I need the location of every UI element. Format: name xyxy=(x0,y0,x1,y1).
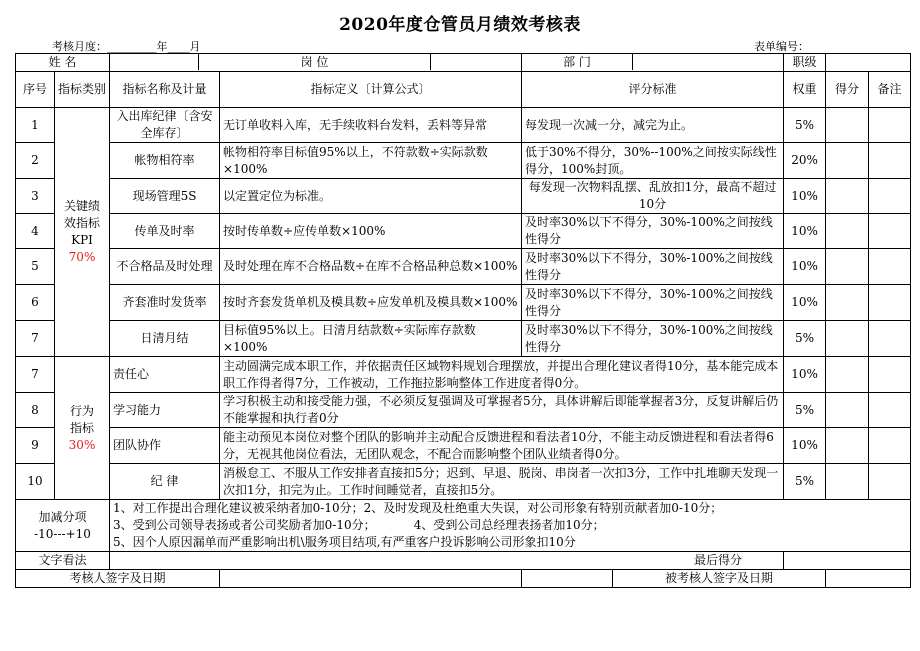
header-category: 指标类别 xyxy=(55,72,110,108)
row-weight: 20% xyxy=(784,143,826,179)
row-score[interactable] xyxy=(826,321,869,357)
row-score[interactable] xyxy=(826,428,869,464)
final-score-label: 最后得分 xyxy=(694,553,743,567)
row-note[interactable] xyxy=(869,464,911,500)
dept-value[interactable] xyxy=(632,54,783,70)
row-definition: 按时齐套发货单机及模具数÷应发单机及模具数×100% xyxy=(220,285,522,321)
header-weight: 权重 xyxy=(784,72,826,108)
row-name: 现场管理5S xyxy=(110,179,220,214)
name-label: 姓 名 xyxy=(16,54,110,72)
row-seq: 6 xyxy=(16,285,55,321)
row-definition: 消极怠工、不服从工作安排者直接扣5分；迟到、早退、脱岗、串岗者一次扣3分，工作中扎堆聊天发现一次扣1分，扣完为止。工作时间睡觉者，直接扣5分。 xyxy=(220,464,784,500)
post-label: 岗 位 xyxy=(300,55,329,69)
assessor-date-field[interactable] xyxy=(522,570,613,587)
text-opinion-label: 文字看法 xyxy=(16,552,110,570)
row-name: 入出库纪律〔含安全库存〕 xyxy=(110,108,220,143)
row-seq: 10 xyxy=(16,464,55,500)
assessment-table xyxy=(15,53,911,588)
row-definition: 目标值95%以上。日清月结款数÷实际库存款数×100% xyxy=(220,321,522,357)
post-value[interactable] xyxy=(430,54,521,70)
row-seq: 2 xyxy=(16,143,55,179)
row-name: 帐物相符率 xyxy=(110,143,220,179)
row-note[interactable] xyxy=(869,393,911,428)
bonus-rule: 1、对工作提出合理化建议被采纳者加0-10分；2、及时发现及杜绝重大失误，对公司形象有特别贡献者加0-10分； xyxy=(113,501,723,515)
row-name: 传单及时率 xyxy=(110,214,220,249)
row-note[interactable] xyxy=(869,143,911,179)
form-number: 表单编号： xyxy=(754,40,809,53)
row-score[interactable] xyxy=(826,214,869,249)
row-definition: 主动圆满完成本职工作，并依据责任区域物料规划合理摆放，并提出合理化建议者得10分，基本能完成本职工作得者得7分，工作被动，工作拖拉影响整体工作进度者得0分。 xyxy=(220,357,784,393)
table-row xyxy=(16,285,911,321)
behavior-category xyxy=(55,357,110,500)
row-name: 责任心 xyxy=(110,357,220,393)
row-weight: 10% xyxy=(784,249,826,285)
row-weight: 5% xyxy=(784,108,826,143)
row-weight: 10% xyxy=(784,179,826,214)
table-row xyxy=(16,249,911,285)
bonus-label-cell xyxy=(16,500,110,552)
row-name: 团队协作 xyxy=(110,428,220,464)
row-note[interactable] xyxy=(869,214,911,249)
header-score: 得分 xyxy=(826,72,869,108)
final-score-field[interactable] xyxy=(784,552,911,570)
row-weight: 10% xyxy=(784,428,826,464)
row-standard: 及时率30%以下不得分，30%-100%之间按线性得分 xyxy=(522,249,784,285)
row-seq: 4 xyxy=(16,214,55,249)
row-score[interactable] xyxy=(826,249,869,285)
bonus-range: -10---+10 xyxy=(34,526,91,541)
bonus-rules xyxy=(110,500,911,552)
bonus-rule: 3、受到公司领导表扬或者公司奖励者加0-10分； 4、受到公司总经理表扬者加10分； xyxy=(113,518,605,532)
assessor-sign-label: 考核人签字及日期 xyxy=(16,570,220,588)
table-row xyxy=(16,357,911,393)
grade-label: 职级 xyxy=(784,54,826,72)
dept-label: 部 门 xyxy=(563,55,591,69)
header-seq: 序号 xyxy=(16,72,55,108)
header-row xyxy=(16,72,911,108)
signature-row xyxy=(16,570,911,588)
row-score[interactable] xyxy=(826,179,869,214)
row-note[interactable] xyxy=(869,428,911,464)
behavior-category-weight: 30% xyxy=(68,437,96,452)
row-score[interactable] xyxy=(826,357,869,393)
info-row xyxy=(16,54,911,72)
row-name: 日清月结 xyxy=(110,321,220,357)
row-definition: 帐物相符率目标值95%以上，不符款数÷实际款数×100% xyxy=(220,143,522,179)
text-opinion-field[interactable] xyxy=(110,552,653,569)
row-name: 纪 律 xyxy=(110,464,220,500)
assessee-sign-label: 被考核人签字及日期 xyxy=(665,571,774,585)
row-standard: 每发现一次物料乱摆、乱放扣1分，最高不超过10分 xyxy=(522,179,784,214)
row-weight: 10% xyxy=(784,357,826,393)
assessment-period: 考核月度：_________年____月 xyxy=(52,40,201,53)
row-definition: 及时处理在库不合格品数÷在库不合格品种总数×100% xyxy=(220,249,522,285)
table-row xyxy=(16,143,911,179)
row-seq: 7 xyxy=(16,357,55,393)
table-row xyxy=(16,179,911,214)
row-weight: 5% xyxy=(784,393,826,428)
table-row xyxy=(16,393,911,428)
row-standard: 每发现一次减一分，减完为止。 xyxy=(522,108,784,143)
assessor-sign-field[interactable] xyxy=(220,570,521,587)
assessee-sign-field[interactable] xyxy=(826,570,911,588)
row-seq: 5 xyxy=(16,249,55,285)
grade-value[interactable] xyxy=(826,54,911,72)
header-note: 备注 xyxy=(869,72,911,108)
row-standard: 及时率30%以下不得分，30%-100%之间按线性得分 xyxy=(522,214,784,249)
row-weight: 5% xyxy=(784,464,826,500)
row-seq: 7 xyxy=(16,321,55,357)
table-row xyxy=(16,214,911,249)
row-standard: 及时率30%以下不得分，30%-100%之间按线性得分 xyxy=(522,285,784,321)
row-score[interactable] xyxy=(826,285,869,321)
row-note[interactable] xyxy=(869,249,911,285)
row-seq: 1 xyxy=(16,108,55,143)
row-name: 齐套准时发货率 xyxy=(110,285,220,321)
row-definition: 无订单收料入库，无手续收料台发料，丢料等异常 xyxy=(220,108,522,143)
row-score[interactable] xyxy=(826,108,869,143)
row-seq: 3 xyxy=(16,179,55,214)
row-note[interactable] xyxy=(869,357,911,393)
bonus-rule: 5、因个人原因漏单而严重影响出机\服务项目结项,有严重客户投诉影响公司形象扣10分 xyxy=(113,535,576,549)
form-title: 2020年度仓管员月绩效考核表 xyxy=(339,15,581,35)
table-row xyxy=(16,464,911,500)
kpi-category-label: 关键绩效指标KPI xyxy=(64,199,101,247)
header-definition: 指标定义〔计算公式〕 xyxy=(220,72,522,108)
row-definition: 以定置定位为标准。 xyxy=(220,179,522,214)
row-standard: 及时率30%以下不得分，30%-100%之间按线性得分 xyxy=(522,321,784,357)
row-name: 不合格品及时处理 xyxy=(110,249,220,285)
row-score[interactable] xyxy=(826,464,869,500)
row-weight: 10% xyxy=(784,214,826,249)
table-row xyxy=(16,321,911,357)
header-name: 指标名称及计量 xyxy=(110,72,220,108)
row-score[interactable] xyxy=(826,393,869,428)
table-row xyxy=(16,428,911,464)
row-weight: 10% xyxy=(784,285,826,321)
bonus-row xyxy=(16,500,911,552)
row-note[interactable] xyxy=(869,108,911,143)
row-note[interactable] xyxy=(869,321,911,357)
table-row xyxy=(16,108,911,143)
row-note[interactable] xyxy=(869,179,911,214)
row-note[interactable] xyxy=(869,285,911,321)
row-score[interactable] xyxy=(826,143,869,179)
opinion-row xyxy=(16,552,911,570)
row-definition: 能主动预见本岗位对整个团队的影响并主动配合反馈进程和看法者10分，不能主动反馈进程和看法者得6分，无视其他岗位看法，无团队观念，不配合而影响整个团队业绩者得0分。 xyxy=(220,428,784,464)
header-standard: 评分标准 xyxy=(522,72,784,108)
row-name: 学习能力 xyxy=(110,393,220,428)
bonus-label: 加减分项 xyxy=(38,509,87,524)
kpi-category-weight: 70% xyxy=(68,250,96,264)
row-seq: 9 xyxy=(16,428,55,464)
row-standard: 低于30%不得分，30%--100%之间按实际线性得分，100%封顶。 xyxy=(522,143,784,179)
behavior-category-label: 行为指标 xyxy=(70,403,95,435)
name-value[interactable] xyxy=(110,54,199,70)
row-weight: 5% xyxy=(784,321,826,357)
row-definition: 按时传单数÷应传单数×100% xyxy=(220,214,522,249)
row-definition: 学习积极主动和接受能力强，不必须反复强调及可掌握者5分，具体讲解后即能掌握者3分，反复讲解后仍不能掌握和执行者0分 xyxy=(220,393,784,428)
row-seq: 8 xyxy=(16,393,55,428)
kpi-category xyxy=(55,108,110,357)
